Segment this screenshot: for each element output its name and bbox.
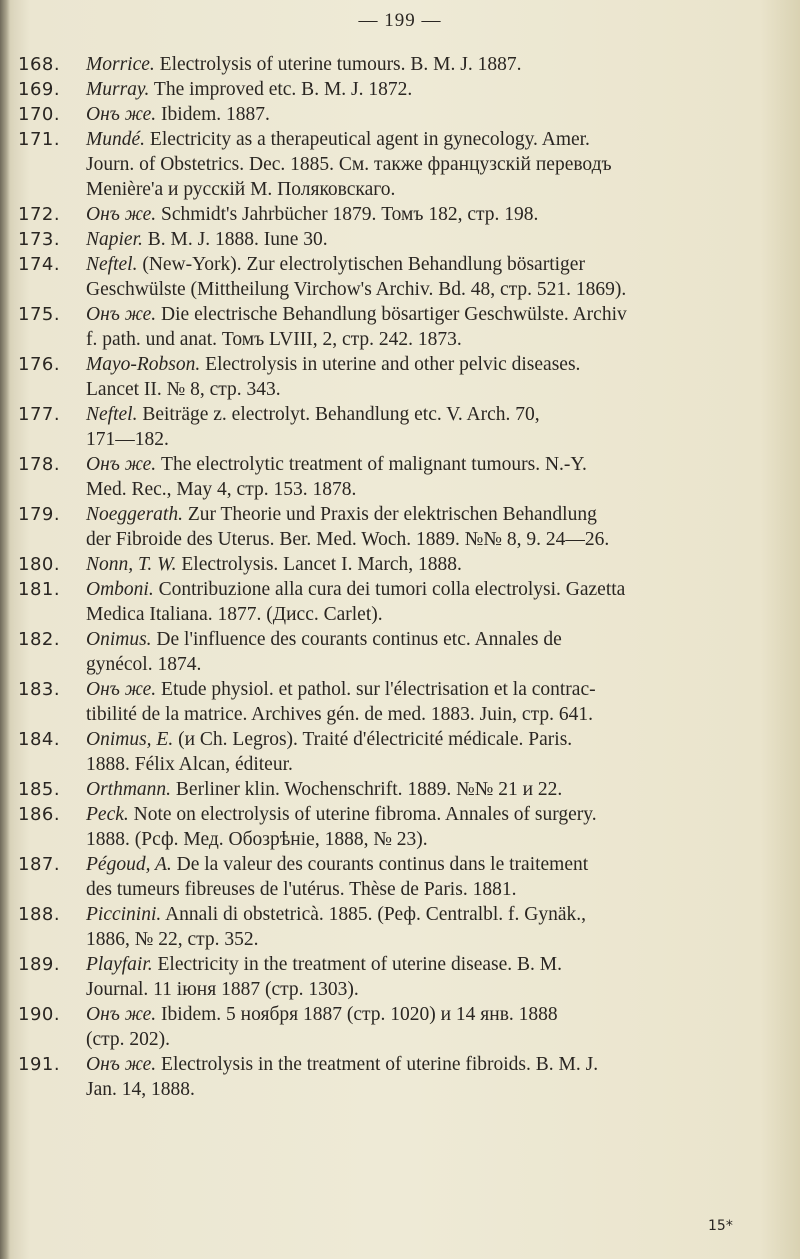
entry-line-text: De la valeur des courants continus dans le traitement xyxy=(176,854,589,875)
entry-line-text: Contribuzione alla cura dei tumori colla electrolysi. Gazetta xyxy=(158,579,626,600)
entry-number: 171. xyxy=(18,129,61,150)
entry-line-text: De l'influence des courants continus etc. Annales de xyxy=(156,629,562,650)
entry-line-text: Medica Italiana. 1877. (Дисс. Carlet). xyxy=(86,604,383,625)
entry-author: Nonn, T. W. xyxy=(86,554,177,575)
entry-text xyxy=(86,802,788,852)
entry-line-text: (стр. 202). xyxy=(86,1029,171,1050)
bibliography-entry xyxy=(18,802,788,852)
bibliography-entry xyxy=(18,302,788,352)
bibliography-entry xyxy=(18,352,788,402)
entry-line xyxy=(86,202,788,227)
entry-line xyxy=(86,652,788,677)
entry-line xyxy=(86,302,788,327)
entry-line-text: Ibidem. 5 ноября 1887 (стр. 1020) и 14 янв. 1888 xyxy=(161,1004,558,1025)
entry-text xyxy=(86,502,788,552)
entry-text xyxy=(86,127,788,202)
entry-number: 175. xyxy=(18,304,61,325)
entry-author: Onimus, E. xyxy=(86,729,174,750)
entry-number: 188. xyxy=(18,904,61,925)
bibliography-entry xyxy=(18,1052,788,1102)
entry-line xyxy=(86,477,788,502)
entry-line xyxy=(86,927,788,952)
entry-author: Peck. xyxy=(86,804,129,825)
entry-line xyxy=(86,752,788,777)
entry-line-text: The electrolytic treatment of malignant tumours. N.-Y. xyxy=(161,454,587,475)
entry-author: Murray. xyxy=(86,79,150,100)
entry-line-text: 171—182. xyxy=(86,429,169,450)
entry-number: 178. xyxy=(18,454,61,475)
entry-number: 179. xyxy=(18,504,61,525)
entry-line-text: Beiträge z. electrolyt. Behandlung etc. V. Arch. 70, xyxy=(142,404,540,425)
entry-line xyxy=(86,802,788,827)
entry-line xyxy=(86,1077,788,1102)
entry-line-text: Annali di obstetricà. 1885. (Реф. Centralbl. f. Gynäk., xyxy=(165,904,587,925)
bibliography-entry xyxy=(18,402,788,452)
bibliography-entry xyxy=(18,227,788,252)
entry-author: Omboni. xyxy=(86,579,154,600)
entry-number: 189. xyxy=(18,954,61,975)
entry-line xyxy=(86,102,788,127)
entry-line-text: des tumeurs fibreuses de l'utérus. Thèse de Paris. 1881. xyxy=(86,879,517,900)
entry-line-text: 1888. (Рсф. Мед. Обозрѣніе, 1888, № 23). xyxy=(86,829,428,850)
entry-number: 177. xyxy=(18,404,61,425)
entry-author: Онъ же. xyxy=(86,1054,157,1075)
bibliography-entry xyxy=(18,502,788,552)
entry-line xyxy=(86,1002,788,1027)
bibliography-entry xyxy=(18,252,788,302)
entry-author: Онъ же. xyxy=(86,204,157,225)
entry-line-text: Menière'а и русскій М. Поляковскаго. xyxy=(86,179,396,200)
bibliography-entry xyxy=(18,102,788,127)
entry-text xyxy=(86,102,788,127)
entry-line-text: 1888. Félix Alcan, éditeur. xyxy=(86,754,293,775)
entry-text xyxy=(86,452,788,502)
signature-mark: 15* xyxy=(708,1218,733,1234)
entry-line-text: Electricity as a therapeutical agent in gynecology. Amer. xyxy=(149,129,590,150)
entry-line xyxy=(86,277,788,302)
entry-line xyxy=(86,577,788,602)
bibliography-entry xyxy=(18,52,788,77)
entry-line xyxy=(86,952,788,977)
entry-author: Онъ же. xyxy=(86,454,157,475)
entry-line-text: Electrolysis. Lancet I. March, 1888. xyxy=(181,554,462,575)
bibliography-entry xyxy=(18,1002,788,1052)
entry-number: 190. xyxy=(18,1004,61,1025)
entry-line-text: Journ. of Obstetrics. Dec. 1885. См. также французскій переводъ xyxy=(86,154,612,175)
entry-text xyxy=(86,777,788,802)
entry-line xyxy=(86,877,788,902)
entry-line-text: Berliner klin. Wochenschrift. 1889. №№ 21 и 22. xyxy=(175,779,563,800)
entry-author: Онъ же. xyxy=(86,304,157,325)
entry-line xyxy=(86,527,788,552)
entry-text xyxy=(86,627,788,677)
entry-number: 168. xyxy=(18,54,61,75)
entry-line-text: B. M. J. 1888. Iune 30. xyxy=(147,229,328,250)
entry-line xyxy=(86,327,788,352)
entry-number: 181. xyxy=(18,579,61,600)
entry-line xyxy=(86,177,788,202)
page-number: — 199 — xyxy=(358,10,442,31)
entry-line xyxy=(86,52,788,77)
entry-line-text: Med. Rec., May 4, стр. 153. 1878. xyxy=(86,479,357,500)
entry-line-text: Ibidem. 1887. xyxy=(161,104,270,125)
entry-line-text: Jan. 14, 1888. xyxy=(86,1079,195,1100)
bibliography-entry xyxy=(18,902,788,952)
entry-number: 169. xyxy=(18,79,61,100)
entry-number: 185. xyxy=(18,779,61,800)
bibliography-list xyxy=(18,52,788,1102)
entry-text xyxy=(86,677,788,727)
entry-number: 183. xyxy=(18,679,61,700)
entry-author: Онъ же. xyxy=(86,679,157,700)
entry-text xyxy=(86,252,788,302)
entry-line xyxy=(86,727,788,752)
entry-number: 182. xyxy=(18,629,61,650)
bibliography-entry xyxy=(18,852,788,902)
entry-line xyxy=(86,77,788,102)
entry-line-text: der Fibroide des Uterus. Ber. Med. Woch. 1889. №№ 8, 9. 24—26. xyxy=(86,529,610,550)
entry-line xyxy=(86,502,788,527)
entry-line xyxy=(86,152,788,177)
entry-text xyxy=(86,302,788,352)
bibliography-entry xyxy=(18,202,788,227)
bibliography-entry xyxy=(18,77,788,102)
bibliography-entry xyxy=(18,952,788,1002)
entry-line-text: gynécol. 1874. xyxy=(86,654,202,675)
entry-text xyxy=(86,952,788,1002)
entry-author: Mayo-Robson. xyxy=(86,354,201,375)
entry-line-text: Note on electrolysis of uterine fibroma. Annales of surgery. xyxy=(133,804,597,825)
entry-author: Playfair. xyxy=(86,954,153,975)
entry-text xyxy=(86,1002,788,1052)
entry-line-text: tibilité de la matrice. Archives gén. de med. 1883. Juin, стр. 641. xyxy=(86,704,593,725)
entry-line-text: Electrolysis of uterine tumours. B. M. J. 1887. xyxy=(159,54,522,75)
entry-line xyxy=(86,552,788,577)
entry-number: 174. xyxy=(18,254,61,275)
entry-line xyxy=(86,977,788,1002)
entry-author: Neftel. xyxy=(86,254,138,275)
entry-text xyxy=(86,227,788,252)
bibliography-entry xyxy=(18,127,788,202)
entry-text xyxy=(86,577,788,627)
entry-line-text: Electricity in the treatment of uterine disease. B. M. xyxy=(157,954,562,975)
entry-text xyxy=(86,552,788,577)
entry-line xyxy=(86,777,788,802)
entry-text xyxy=(86,902,788,952)
entry-line xyxy=(86,252,788,277)
entry-author: Онъ же. xyxy=(86,1004,157,1025)
entry-line xyxy=(86,427,788,452)
entry-line-text: Journal. 11 іюня 1887 (стр. 1303). xyxy=(86,979,359,1000)
entry-text xyxy=(86,77,788,102)
entry-text xyxy=(86,352,788,402)
entry-author: Онъ же. xyxy=(86,104,157,125)
entry-line xyxy=(86,902,788,927)
entry-line-text: Lancet II. № 8, стр. 343. xyxy=(86,379,281,400)
entry-line xyxy=(86,677,788,702)
entry-line-text: Electrolysis in the treatment of uterine fibroids. B. M. J. xyxy=(161,1054,599,1075)
bibliography-entry xyxy=(18,677,788,727)
entry-line xyxy=(86,627,788,652)
entry-line xyxy=(86,127,788,152)
entry-line-text: f. path. und anat. Томъ LVIII, 2, стр. 242. 1873. xyxy=(86,329,462,350)
entry-text xyxy=(86,852,788,902)
entry-number: 172. xyxy=(18,204,61,225)
entry-text xyxy=(86,202,788,227)
entry-author: Morrice. xyxy=(86,54,155,75)
entry-text xyxy=(86,1052,788,1102)
entry-line xyxy=(86,352,788,377)
entry-line xyxy=(86,227,788,252)
entry-line xyxy=(86,377,788,402)
entry-number: 173. xyxy=(18,229,61,250)
entry-text xyxy=(86,402,788,452)
entry-author: Onimus. xyxy=(86,629,152,650)
entry-line-text: Etude physiol. et pathol. sur l'électrisation et la contrac- xyxy=(161,679,596,700)
bibliography-entry xyxy=(18,552,788,577)
bibliography-entry xyxy=(18,777,788,802)
entry-line xyxy=(86,602,788,627)
entry-number: 176. xyxy=(18,354,61,375)
book-spine-shadow xyxy=(0,0,10,1259)
entry-line-text: Electrolysis in uterine and other pelvic diseases. xyxy=(205,354,581,375)
entry-line-text: Die electrische Behandlung bösartiger Geschwülste. Archiv xyxy=(161,304,627,325)
entry-number: 191. xyxy=(18,1054,61,1075)
entry-number: 184. xyxy=(18,729,61,750)
entry-author: Mundé. xyxy=(86,129,146,150)
entry-number: 180. xyxy=(18,554,61,575)
entry-text xyxy=(86,727,788,777)
entry-line-text: Geschwülste (Mittheilung Virchow's Archiv. Bd. 48, стр. 521. 1869). xyxy=(86,279,627,300)
entry-author: Piccinini. xyxy=(86,904,162,925)
entry-line xyxy=(86,852,788,877)
bibliography-entry xyxy=(18,727,788,777)
entry-line xyxy=(86,1027,788,1052)
entry-number: 187. xyxy=(18,854,61,875)
entry-line-text: Zur Theorie und Praxis der elektrischen Behandlung xyxy=(187,504,597,525)
entry-author: Pégoud, A. xyxy=(86,854,172,875)
entry-line xyxy=(86,1052,788,1077)
entry-line-text: (New-York). Zur electrolytischen Behandlung bösartiger xyxy=(142,254,585,275)
bibliography-entry xyxy=(18,627,788,677)
entry-author: Napier. xyxy=(86,229,143,250)
entry-line-text: 1886, № 22, стр. 352. xyxy=(86,929,259,950)
bibliography-entry xyxy=(18,577,788,627)
entry-line-text: Schmidt's Jahrbücher 1879. Томъ 182, стр. 198. xyxy=(161,204,539,225)
entry-line xyxy=(86,452,788,477)
entry-line xyxy=(86,702,788,727)
entry-number: 170. xyxy=(18,104,61,125)
entry-line-text: The improved etc. B. M. J. 1872. xyxy=(153,79,413,100)
entry-line-text: (и Ch. Legros). Traité d'électricité médicale. Paris. xyxy=(178,729,573,750)
entry-author: Neftel. xyxy=(86,404,138,425)
bibliography-entry xyxy=(18,452,788,502)
entry-text xyxy=(86,52,788,77)
entry-line xyxy=(86,827,788,852)
entry-author: Orthmann. xyxy=(86,779,172,800)
entry-author: Noeggerath. xyxy=(86,504,183,525)
entry-number: 186. xyxy=(18,804,61,825)
entry-line xyxy=(86,402,788,427)
